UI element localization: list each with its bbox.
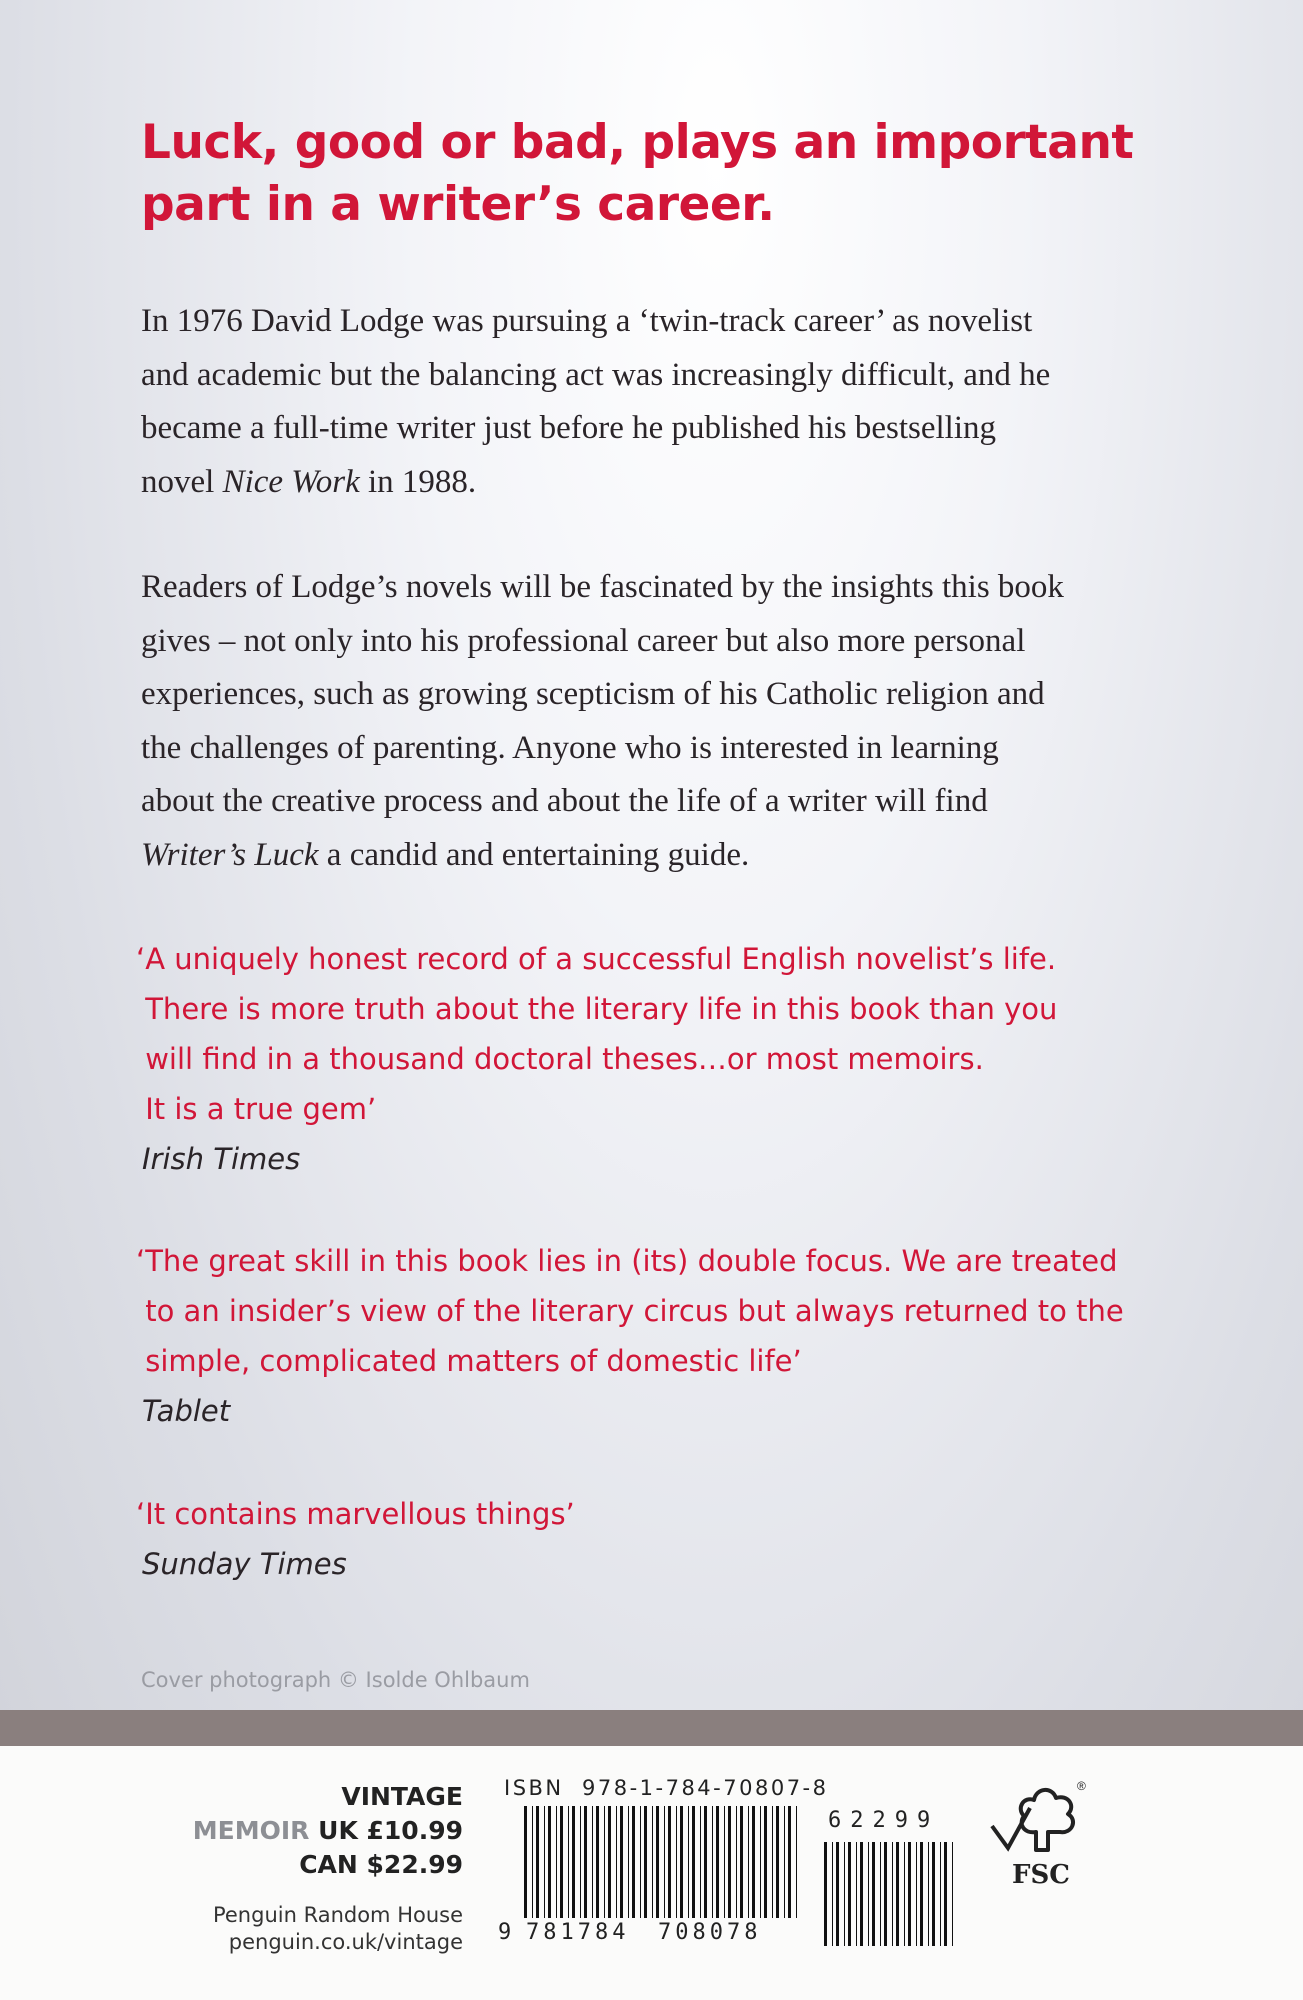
headline-line: part in a writer’s career. — [141, 177, 775, 232]
price-uk: UK £10.99 — [318, 1816, 463, 1845]
blurb-line — [141, 456, 1161, 510]
review-quote-1 — [136, 934, 1176, 1184]
headline — [141, 112, 1141, 236]
review-quote-3 — [136, 1489, 1176, 1589]
quote-line: simple, complicated matters of domestic life’ — [136, 1344, 802, 1378]
blurb-line — [141, 829, 1161, 883]
quote-line: ‘It contains marvellous things’ — [136, 1497, 575, 1531]
quote-line: ‘A uniquely honest record of a successful English novelist’s life. — [136, 942, 1057, 976]
blurb-text: a candid and entertaining guide. — [318, 836, 750, 873]
divider-band — [0, 1710, 1303, 1746]
book-title: Writer’s Luck — [141, 836, 319, 873]
quote-source: Tablet — [142, 1394, 231, 1428]
quote-line: to an insider’s view of the literary circus but always returned to the — [136, 1294, 1124, 1328]
blurb-text: in 1988. — [359, 463, 477, 500]
blurb-line: experiences, such as growing scepticism of his Catholic religion and — [141, 676, 1045, 712]
isbn-label: ISBN 978-1-784-70807-8 — [504, 1776, 829, 1800]
price-box — [193, 1780, 463, 1882]
quote-line: ‘The great skill in this book lies in (its) double focus. We are treated — [136, 1244, 1118, 1278]
barcode-right-digits: 708078 — [658, 1920, 762, 1945]
headline-line: Luck, good or bad, plays an important — [141, 115, 1134, 170]
publisher-url: penguin.co.uk/vintage — [228, 1930, 463, 1954]
blurb-line: In 1976 David Lodge was pursuing a ‘twin-track career’ as novelist — [141, 303, 1033, 339]
registered-mark: ® — [1077, 1779, 1086, 1793]
cover-photo-credit: Cover photograph © Isolde Ohlbaum — [141, 1668, 530, 1692]
blurb-line: became a full-time writer just before he published his bestselling — [141, 410, 997, 446]
blurb-paragraph-2 — [141, 561, 1161, 882]
blurb-line: the challenges of parenting. Anyone who is interested in learning — [141, 729, 999, 766]
quote-line: There is more truth about the literary life in this book than you — [136, 992, 1058, 1026]
blurb-line: Readers of Lodge’s novels will be fascinated by the insights this book — [141, 569, 1064, 605]
publisher-info — [213, 1902, 463, 1956]
review-quote-2 — [136, 1236, 1176, 1436]
book-title: Nice Work — [222, 463, 360, 500]
barcode-addon-digits: 62299 — [828, 1808, 940, 1833]
category-price-uk — [193, 1814, 463, 1848]
blurb-line: and academic but the balancing act was increasingly difficult, and he — [141, 356, 1051, 393]
blurb-line: gives – not only into his professional career but also more personal — [141, 622, 1026, 659]
barcode-left-digits: 781784 — [526, 1920, 630, 1945]
quote-line: It is a true gem’ — [136, 1092, 377, 1126]
barcode-first-digit: 9 — [498, 1920, 516, 1945]
fsc-label: FSC — [1012, 1860, 1070, 1890]
blurb-paragraph-1 — [141, 295, 1161, 509]
blurb-line: about the creative process and about the life of a writer will find — [141, 783, 988, 819]
quote-source: Sunday Times — [142, 1547, 347, 1581]
quote-line: will find in a thousand doctoral theses…or most memoirs. — [136, 1042, 984, 1076]
publisher-house: Penguin Random House — [212, 1903, 463, 1927]
addon-barcode-bars — [824, 1842, 953, 1946]
blurb-text: novel — [141, 463, 223, 500]
imprint-name: VINTAGE — [341, 1782, 463, 1811]
main-barcode-bars — [524, 1806, 797, 1918]
quote-source: Irish Times — [142, 1142, 301, 1176]
category-label: MEMOIR — [192, 1816, 310, 1845]
price-can: CAN $22.99 — [299, 1850, 463, 1879]
